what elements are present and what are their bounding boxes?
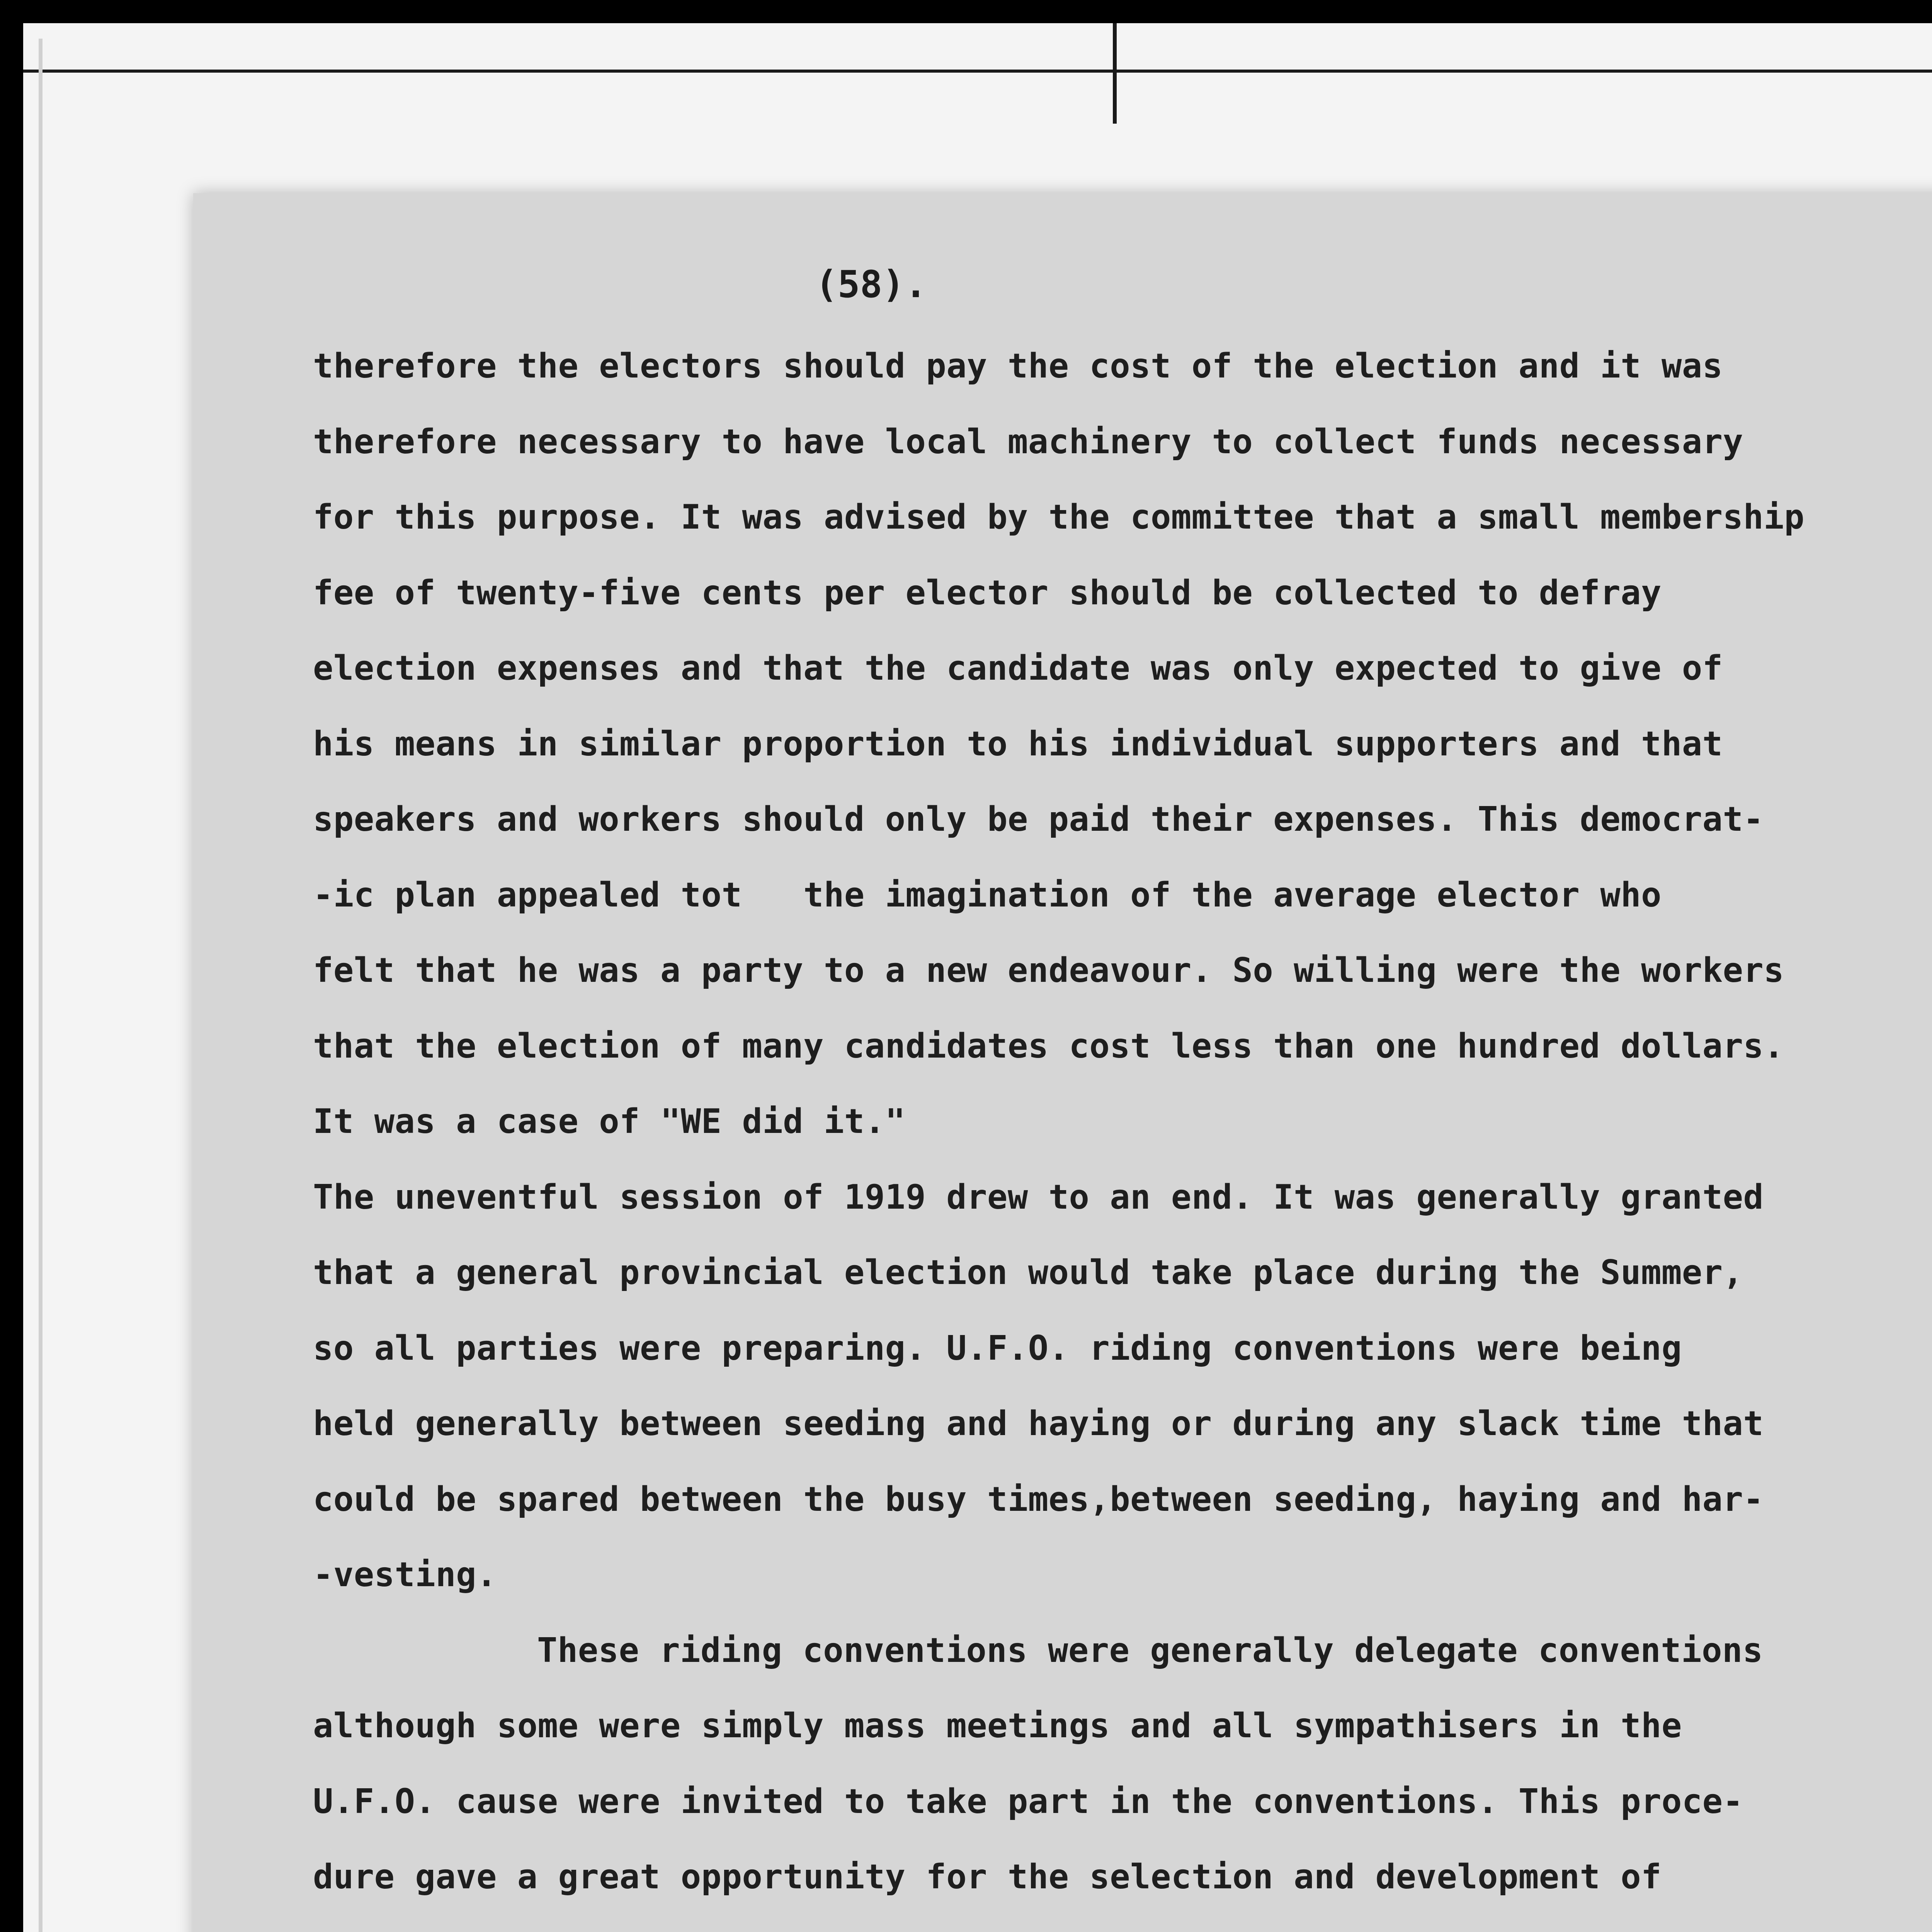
typed-body-text (313, 328, 1932, 1932)
text-line: felt that he was a party to a new endeavour. So willing were the workers (313, 951, 1784, 990)
text-line: that the election of many candidates cost less than one hundred dollars. (313, 1026, 1784, 1066)
text-line: The uneventful session of 1919 drew to an end. It was generally granted (313, 1177, 1764, 1217)
mount-center-mark (1113, 23, 1117, 124)
text-line: although some were simply mass meetings and all sympathisers in the (313, 1706, 1682, 1745)
page-number: (58). (815, 263, 927, 306)
text-line: election expenses and that the candidate was only expected to give of (313, 648, 1723, 688)
text-line: therefore the electors should pay the cost of the election and it was (313, 346, 1723, 386)
text-line: -vesting. (313, 1555, 497, 1594)
text-line: for this purpose. It was advised by the committee that a small membership (313, 497, 1805, 537)
text-line: speakers and workers should only be paid their expenses. This democrat- (313, 799, 1764, 839)
text-line: his means in similar proportion to his individual supporters and that (313, 724, 1723, 764)
text-line: -ic plan appealed tot the imagination of the average elector who (313, 875, 1662, 915)
text-line: held generally between seeding and haying or during any slack time that (313, 1404, 1764, 1443)
text-line: therefore necessary to have local machinery to collect funds necessary (313, 422, 1743, 461)
mount-left-edge (39, 39, 43, 1932)
text-line: dure gave a great opportunity for the selection and development of (313, 1857, 1662, 1896)
text-line: U.F.O. cause were invited to take part in the conventions. This proce- (313, 1781, 1743, 1821)
mount-divider-line (23, 70, 1932, 73)
text-line: It was a case of "WE did it." (313, 1102, 906, 1141)
text-line (313, 1915, 1932, 1932)
text-line: that a general provincial election would take place during the Summer, (313, 1253, 1743, 1292)
text-line: so all parties were preparing. U.F.O. riding conventions were being (313, 1328, 1682, 1368)
text-line: fee of twenty-five cents per elector should be collected to defray (313, 573, 1662, 612)
text-line: could be spared between the busy times,between seeding, haying and har- (313, 1479, 1764, 1519)
text-line: These riding conventions were generally delegate conventions (537, 1630, 1763, 1670)
